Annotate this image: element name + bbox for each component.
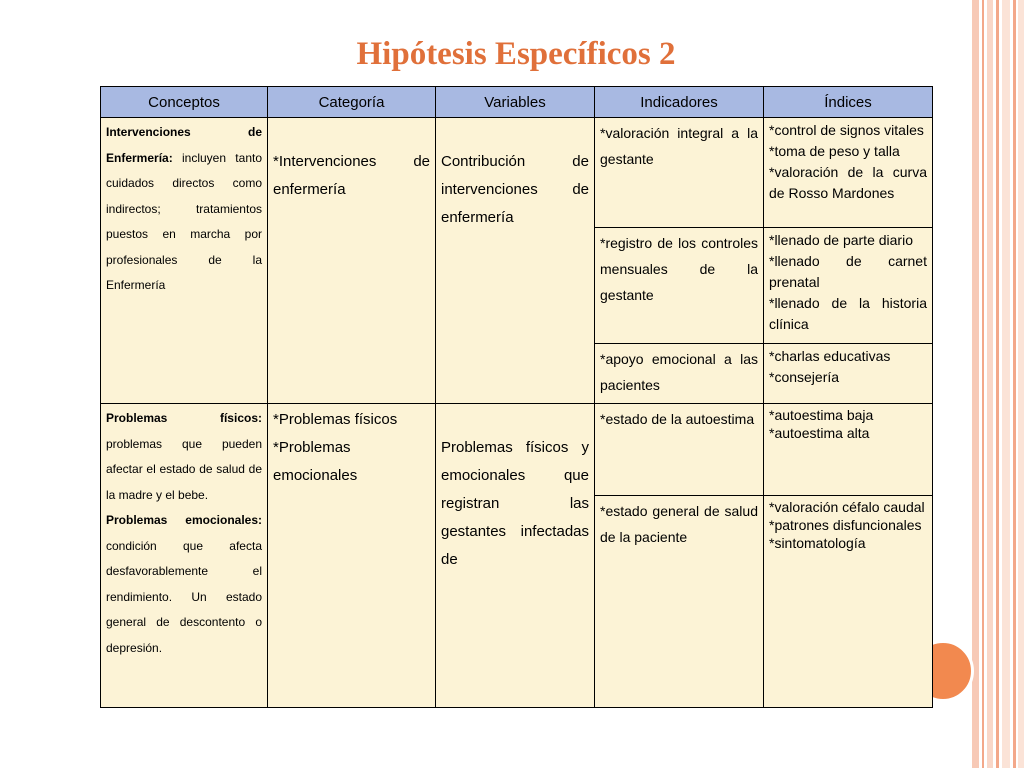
- table-row: [101, 404, 933, 496]
- header-indicadores: Indicadores: [595, 87, 764, 118]
- hypothesis-table: [100, 86, 933, 708]
- indicator-cell: *valoración integral a la gestante: [595, 118, 764, 228]
- index-item: *toma de peso y talla: [769, 143, 900, 159]
- index-item: *patrones disfuncionales: [769, 517, 922, 533]
- category-cell: *Intervenciones de enfermería: [268, 118, 436, 404]
- index-cell: [764, 344, 933, 404]
- index-item: *llenado de carnet prenatal: [769, 253, 927, 290]
- decor-stripe: [1002, 0, 1010, 768]
- index-cell: [764, 228, 933, 344]
- decor-stripe: [996, 0, 999, 768]
- index-cell: [764, 118, 933, 228]
- index-item: *autoestima alta: [769, 425, 870, 441]
- decor-stripe: [1018, 0, 1024, 768]
- indicator-cell: *apoyo emocional a las pacientes: [595, 344, 764, 404]
- concept-term: Problemas emocionales:: [106, 513, 262, 527]
- concept-definition: incluyen tanto cuidados directos como indirectos; tratamientos puestos en marcha por profesionales de la Enfermería: [106, 150, 262, 292]
- index-item: *autoestima baja: [769, 407, 874, 423]
- index-item: *consejería: [769, 369, 840, 385]
- decor-stripe: [972, 0, 979, 768]
- table-row: [101, 118, 933, 228]
- indicator-cell: *estado general de salud de la paciente: [595, 496, 764, 708]
- category-item: *Problemas emocionales: [273, 439, 358, 484]
- index-item: *llenado de parte diario: [769, 232, 913, 248]
- decor-stripe: [987, 0, 993, 768]
- header-variables: Variables: [436, 87, 595, 118]
- indicator-cell: *registro de los controles mensuales de la gestante: [595, 228, 764, 344]
- decor-stripe: [1013, 0, 1016, 768]
- category-cell: [268, 404, 436, 708]
- variable-cell: Contribución de intervenciones de enfermería: [436, 118, 595, 404]
- index-item: *charlas educativas: [769, 348, 891, 364]
- category-item: *Problemas físicos: [273, 411, 398, 428]
- concept-cell: [101, 118, 268, 404]
- index-item: *sintomatología: [769, 535, 866, 551]
- table-header-row: [101, 87, 933, 118]
- slide-title: Hipótesis Específicos 2: [356, 36, 676, 72]
- indicator-cell: *estado de la autoestima: [595, 404, 764, 496]
- concept-term: Problemas físicos:: [106, 411, 262, 425]
- index-item: *valoración de la curva de Rosso Mardones: [769, 164, 927, 201]
- header-indices: Índices: [764, 87, 933, 118]
- index-item: *control de signos vitales: [769, 122, 924, 138]
- concept-cell: [101, 404, 268, 708]
- decor-stripe: [982, 0, 984, 768]
- concept-term: Intervenciones de Enfermería:: [106, 125, 262, 165]
- index-item: *llenado de la historia clínica: [769, 295, 927, 332]
- concept-definition: condición que afecta desfavorablemente el rendimiento. Un estado general de descontento o depresión.: [106, 538, 262, 655]
- index-cell: [764, 404, 933, 496]
- variable-cell: Problemas físicos y emocionales que registran las gestantes infectadas de: [436, 404, 595, 708]
- header-conceptos: Conceptos: [101, 87, 268, 118]
- header-categoria: Categoría: [268, 87, 436, 118]
- index-item: *valoración céfalo caudal: [769, 499, 925, 515]
- concept-definition: problemas que pueden afectar el estado de salud de la madre y el bebe.: [106, 436, 262, 502]
- index-cell: [764, 496, 933, 708]
